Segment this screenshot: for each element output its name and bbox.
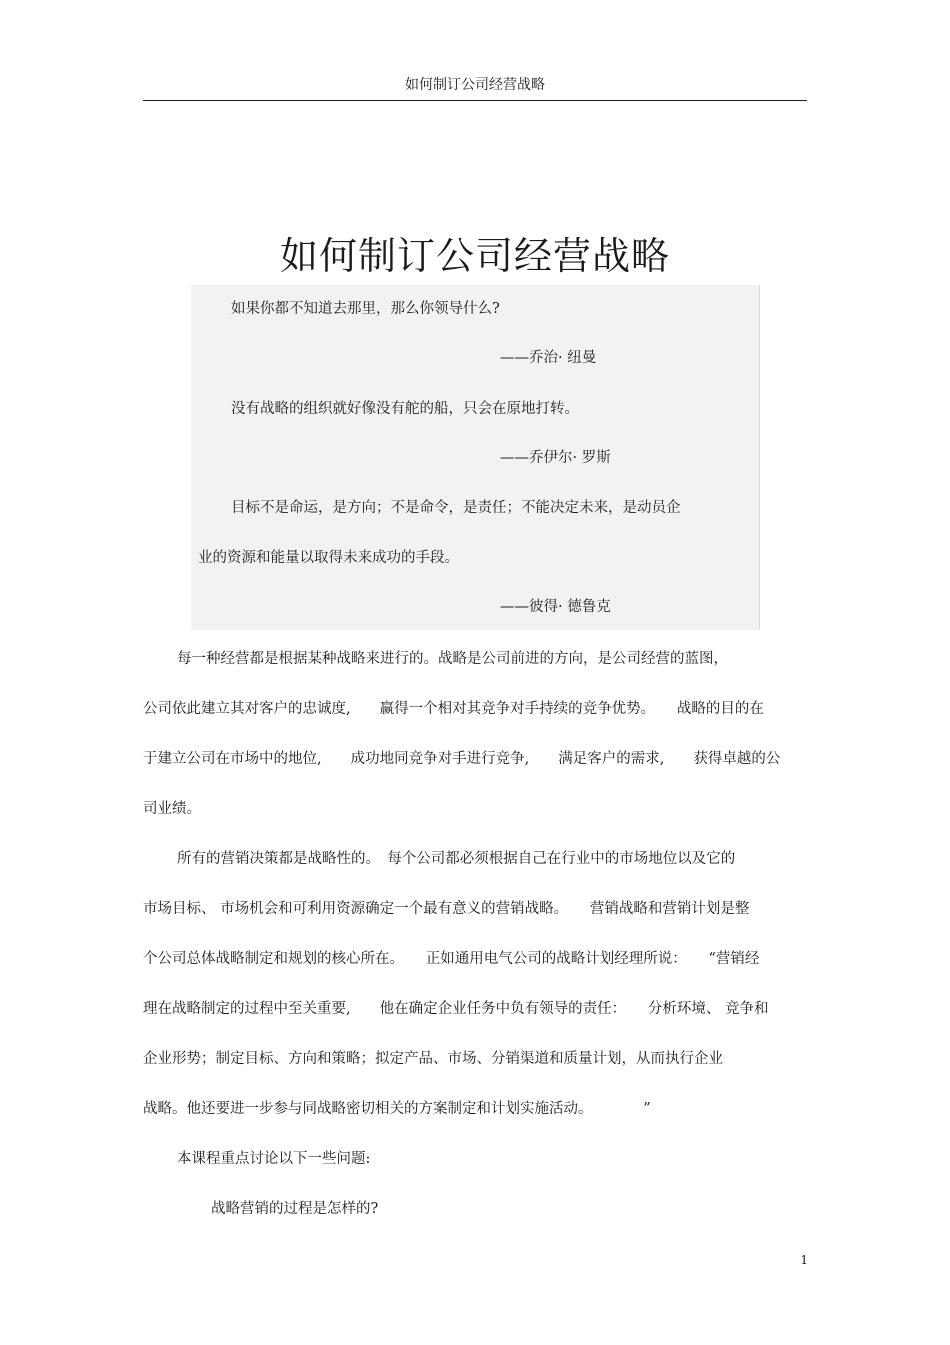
quote-1-text: 如果你都不知道去那里，那么你领导什么? (231, 301, 500, 317)
paragraph-1-line-3: 于建立公司在市场中的地位, 成功地同竞争对手进行竞争, 满足客户的需求, 获得卓越的公 (143, 751, 781, 767)
quote-3-text-line-1: 目标不是命运，是方向；不是命令，是责任；不能决定未来，是动员企 (231, 500, 681, 516)
page-number: 1 (800, 1253, 808, 1267)
paragraph-1-line-1: 每一种经营都是根据某种战略来进行的。战略是公司前进的方向，是公司经营的蓝图， (177, 651, 728, 667)
paragraph-2-line-4: 理在战略制定的过程中至关重要, 他在确定企业任务中负有领导的责任： 分析环境、 竞争和 (143, 1001, 769, 1017)
paragraph-3: 本课程重点讨论以下一些问题: (177, 1151, 371, 1167)
paragraph-2-line-1: 所有的营销决策都是战略性的。 每个公司都必须根据自己在行业中的市场地位以及它的 (177, 851, 736, 867)
paragraph-2-line-3: 个公司总体战略制定和规划的核心所在。 正如通用电气公司的战略计划经理所说： “营销经 (143, 951, 760, 967)
quote-2-attribution: ——乔伊尔· 罗斯 (500, 450, 611, 466)
quote-3-text-line-2: 业的资源和能量以取得未来成功的手段。 (198, 550, 459, 566)
quote-3-attribution: ——彼得· 德鲁克 (500, 599, 611, 615)
paragraph-2-line-6: 战略。他还要进一步参与同战略密切相关的方案制定和计划实施活动。 ” (143, 1101, 651, 1117)
paragraph-2-line-2: 市场目标、 市场机会和可利用资源确定一个最有意义的营销战略。 营销战略和营销计划是整 (143, 901, 750, 917)
header-rule (143, 100, 807, 101)
paragraph-1-line-4: 司业绩。 (143, 801, 201, 817)
epigraph-quote-box (191, 285, 760, 630)
quote-1-attribution: ——乔治· 纽曼 (500, 350, 597, 366)
document-title: 如何制订公司经营战略 (279, 234, 670, 279)
quote-2-text: 没有战略的组织就好像没有舵的船，只会在原地打转。 (231, 401, 579, 417)
topic-item-1: 战略营销的过程是怎样的? (211, 1201, 379, 1217)
paragraph-2-line-5: 企业形势；制定目标、方向和策略；拟定产品、市场、分销渠道和质量计划，从而执行企业 (143, 1051, 723, 1067)
paragraph-1-line-2: 公司依此建立其对客户的忠诚度, 赢得一个相对其竞争对手持续的竞争优势。 战略的目的在 (143, 701, 764, 717)
running-header-title: 如何制订公司经营战略 (405, 77, 545, 93)
